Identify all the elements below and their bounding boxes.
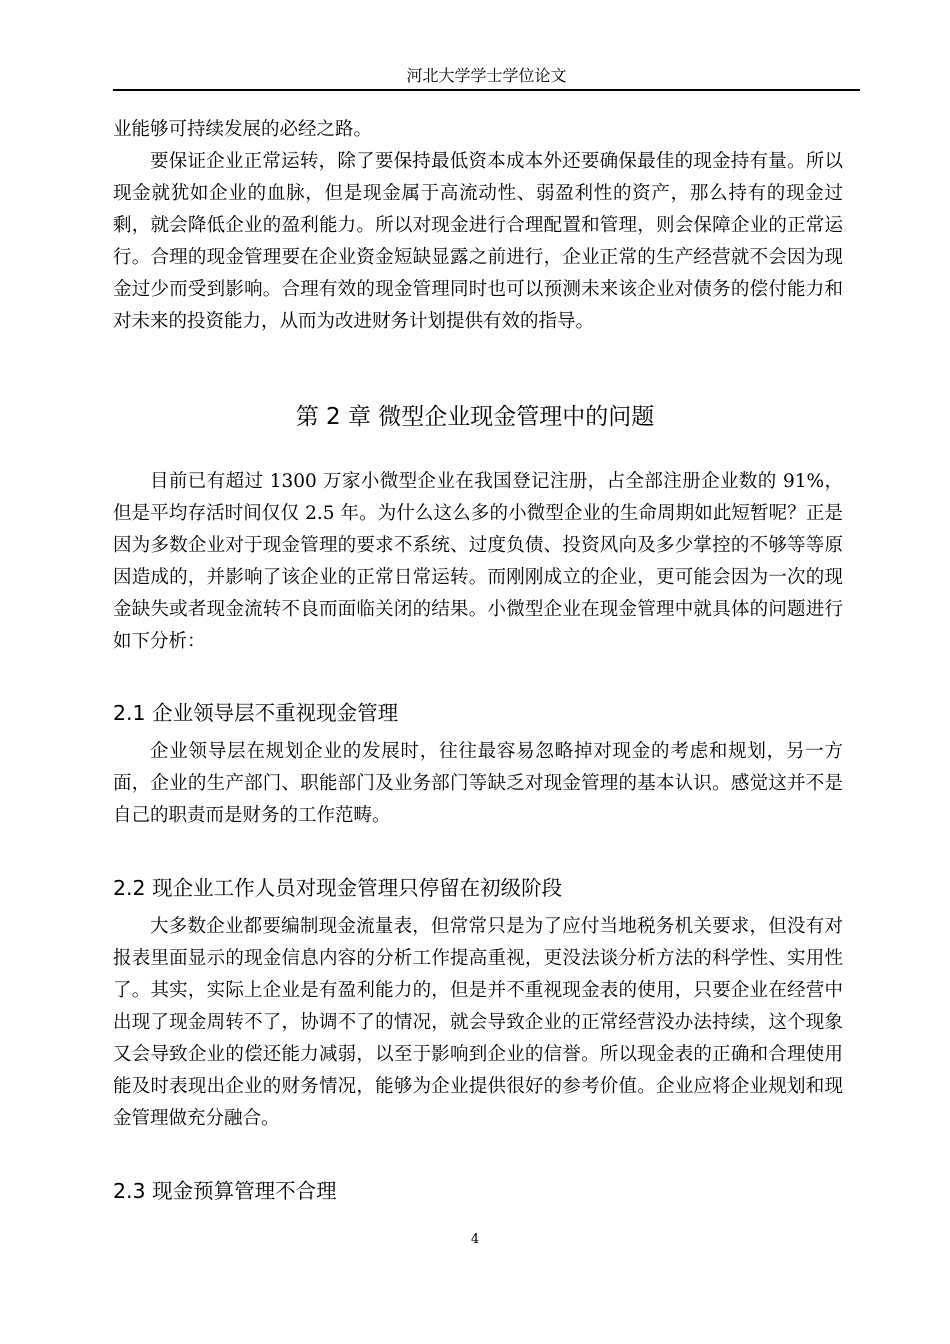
- page-header: 河北大学学士学位论文: [406, 66, 567, 85]
- section-title-2-1: 2.1 企业领导层不重视现金管理: [113, 701, 399, 725]
- chapter-title: 第 2 章 微型企业现金管理中的问题: [295, 404, 655, 430]
- section-title-2-2: 2.2 现企业工作人员对现金管理只停留在初级阶段: [113, 876, 563, 900]
- section-2-2-paragraph: 大多数企业都要编制现金流量表，但常常只是为了应付当地税务机关要求，但没有对报表里面显示的现金信息内容的分析工作提高重视，更没法谈分析方法的科学性、实用性了。其实，实际上企业是有盈利能力的，但是并不重视现金表的使用，只要企业在经营中出现了现金周转不了，协调不了的情况，就会导致企业的正常经营没办法持续，这个现象又会导致企业的偿还能力减弱，以至于影响到企业的信誉。所以现金表的正确和合理使用能及时表现出企业的财务情况，能够为企业提供很好的参考价值。企业应将企业规划和现金管理做充分融合。: [113, 916, 843, 1129]
- header-rule: [113, 89, 860, 91]
- section-2-1-paragraph: 企业领导层在规划企业的发展时，往往最容易忽略掉对现金的考虑和规划，另一方面，企业的生产部门、职能部门及业务部门等缺乏对现金管理的基本认识。感觉这并不是自己的职责而是财务的工作范畴。: [113, 741, 843, 826]
- paragraph-cash-importance: 要保证企业正常运转，除了要保持最低资本成本外还要确保最佳的现金持有量。所以现金就犹如企业的血脉，但是现金属于高流动性、弱盈利性的资产，那么持有的现金过剩，就会降低企业的盈利能力。所以对现金进行合理配置和管理，则会保障企业的正常运行。合理的现金管理要在企业资金短缺显露之前进行，企业正常的生产经营就不会因为现金过少而受到影响。合理有效的现金管理同时也可以预测未来该企业对债务的偿付能力和对未来的投资能力，从而为改进财务计划提供有效的指导。: [113, 151, 843, 332]
- paragraph-continued: 业能够可持续发展的必经之路。: [113, 119, 373, 140]
- intro-text: [113, 114, 843, 338]
- chapter-intro-paragraph: 目前已有超过 1300 万家小微型企业在我国登记注册，占全部注册企业数的 91%，但是平均存活时间仅仅 2.5 年。为什么这么多的小微型企业的生命周期如此短暂呢？正是因为多数企业对于现金管理的要求不系统、过度负债、投资风向及多少掌控的不够等等原因造成的，并影响了该企业的正常日常运转。而刚刚成立的企业，更可能会因为一次的现金缺失或者现金流转不良而面临关闭的结果。小微型企业在现金管理中就具体的问题进行如下分析：: [113, 471, 843, 652]
- page-number: 4: [470, 1232, 480, 1247]
- section-title-2-3: 2.3 现金预算管理不合理: [113, 1179, 337, 1203]
